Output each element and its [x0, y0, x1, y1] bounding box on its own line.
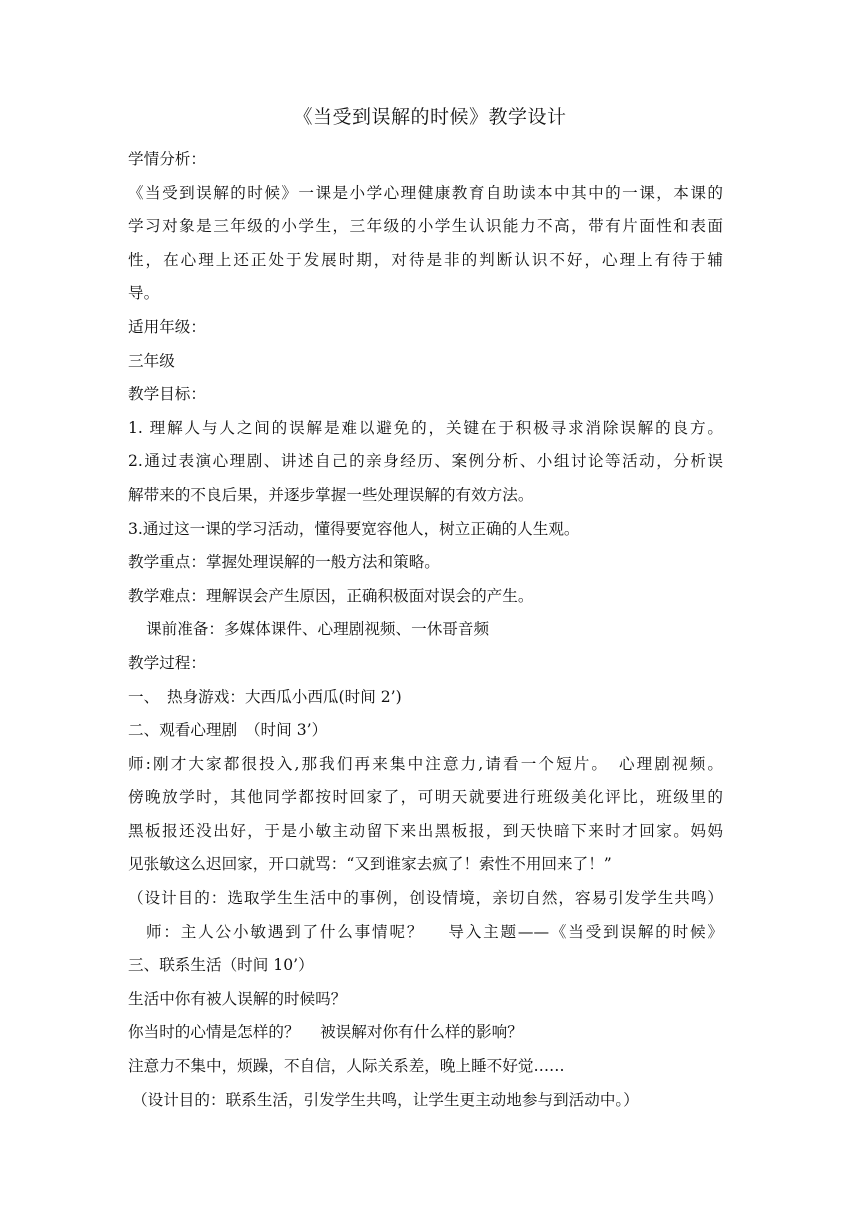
text-line: 教学重点：掌握处理误解的一般方法和策略。 — [128, 553, 440, 572]
text-line: 适用年级： — [128, 317, 206, 336]
text-line: 一、 热身游戏：大西瓜小西瓜(时间 2’) — [128, 687, 402, 706]
text-line: 师：主人公小敏遇到了什么事情呢？ 导入主题——《当受到误解的时候》 — [146, 922, 723, 941]
text-line: 《当受到误解的时候》一课是小学心理健康教育自助读本中其中的一课，本课的 — [128, 183, 723, 202]
text-line: 教学目标： — [128, 385, 206, 404]
text-line: 教学难点：理解误会产生原因，正确积极面对误会的产生。 — [128, 586, 534, 605]
text-line: 二、观看心理剧 （时间 3’） — [128, 721, 328, 740]
text-line: 注意力不集中，烦躁，不自信，人际关系差，晚上睡不好觉…… — [128, 1057, 565, 1076]
text-line: 见张敏这么迟回家，开口就骂：“又到谁家去疯了！索性不用回来了！” — [128, 855, 612, 874]
text-line: 傍晚放学时，其他同学都按时回家了，可明天就要进行班级美化评比，班级里的 — [128, 788, 723, 807]
text-line: 学情分析： — [128, 150, 206, 168]
text-line: 性，在心理上还正处于发展时期，对待是非的判断认识不好，心理上有待于辅 — [128, 250, 723, 269]
text-line: 师:刚才大家都很投入,那我们再来集中注意力,请看一个短片。 心理剧视频。 — [128, 754, 723, 773]
text-line: 课前准备：多媒体课件、心理剧视频、一休哥音频 — [146, 620, 490, 639]
text-line: 导。 — [128, 284, 160, 303]
text-line: 教学过程： — [128, 653, 206, 672]
text-line: 3.通过这一课的学习活动，懂得要宽容他人，树立正确的人生观。 — [128, 519, 580, 538]
text-line: （设计目的：联系生活，引发学生共鸣，让学生更主动地参与到活动中。） — [132, 1090, 639, 1109]
text-line: 生活中你有被人误解的时候吗？ — [128, 989, 347, 1008]
document-title: 《当受到误解的时候》教学设计 — [293, 106, 567, 128]
text-line: 你当时的心情是怎样的？ 被误解对你有什么样的影响？ — [128, 1023, 523, 1042]
text-line: （设计目的：选取学生生活中的事例，创设情境，亲切自然，容易引发学生共鸣） — [128, 889, 723, 908]
text-line: 2.通过表演心理剧、讲述自己的亲身经历、案例分析、小组讨论等活动，分析误 — [128, 452, 723, 471]
text-line: 1. 理解人与人之间的误解是难以避免的，关键在于积极寻求消除误解的良方。 — [128, 418, 723, 437]
document-body — [128, 143, 723, 1117]
text-line: 三年级 — [128, 351, 175, 370]
text-line: 解带来的不良后果，并逐步掌握一些处理误解的有效方法。 — [128, 485, 534, 504]
text-line: 学习对象是三年级的小学生，三年级的小学生认识能力不高，带有片面性和表面 — [128, 217, 723, 236]
text-line: 黑板报还没出好，于是小敏主动留下来出黑板报，到天快暗下来时才回家。妈妈 — [128, 821, 723, 840]
text-line: 三、联系生活（时间 10’） — [128, 956, 314, 975]
